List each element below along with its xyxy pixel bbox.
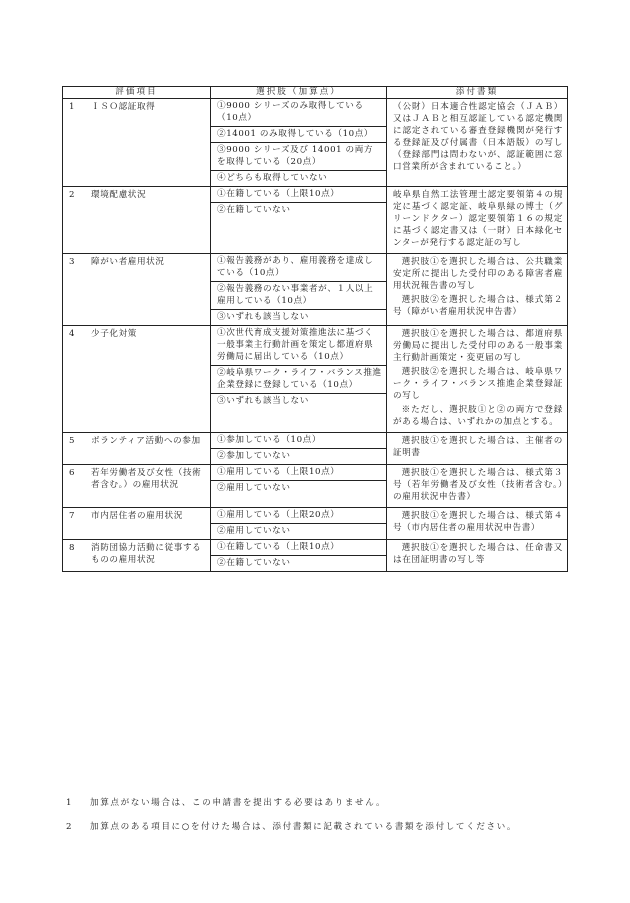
item-number: 4 [69,329,76,339]
item-name: ＩＳＯ認証取得 [91,102,156,112]
table-row [63,433,568,465]
item-number: 8 [69,543,76,553]
item-name: 若年労働者及び女性（技術者含む。）の雇用状況 [91,468,202,490]
evaluation-table [62,86,568,572]
attachment-cell [387,508,568,540]
attachment-text: 選択肢①を選択した場合は、様式第４号（市内居住者の雇用状況申告書） [393,511,563,533]
option-item: ②在籍していない [217,558,291,568]
attachment-text: 選択肢①を選択した場合は、様式第３号（若年労働者及び女性（技術者含む。）の雇用状況申告書） [393,468,563,502]
note-text: 加算点のある項目に○を付けた場合は、添付書類に記載されている書類を添付してください。 [90,822,518,832]
option-item: ②14001 のみ取得している（10点） [211,127,386,143]
option-item: ②参加していない [217,451,291,461]
header-evaluation-item: 評価項目 [63,87,211,99]
table-row [63,465,568,508]
item-name: 消防団協力活動に従事するものの雇用状況 [91,543,202,565]
options-cell [211,99,387,187]
option-item: ①在籍している（上限10点） [211,540,386,556]
attachment-cell [387,465,568,508]
evaluation-item-cell [63,326,211,433]
attachment-cell [387,326,568,433]
options-cell [211,187,387,254]
evaluation-item-cell [63,508,211,540]
table-header-row [63,87,568,99]
item-number: 3 [69,257,76,267]
attachment-cell [387,254,568,326]
option-item: ①次世代育成支援対策推進法に基づく一般事業主行動計画を策定し都道府県労働局に届出している（10点） [211,326,386,366]
option-item: ③いずれも該当しない [217,396,309,406]
options-cell [211,465,387,508]
evaluation-item-cell [63,187,211,254]
option-item: ①9000 シリーズのみ取得している（10点） [211,99,386,127]
options-cell [211,326,387,433]
table-row [63,540,568,572]
item-number: 7 [69,511,76,521]
options-cell [211,433,387,465]
item-name: ボランティア活動への参加 [91,436,201,446]
item-number: 2 [69,190,76,200]
evaluation-item-cell [63,433,211,465]
evaluation-item-cell [63,465,211,508]
table-row [63,99,568,187]
attachment-cell [387,99,568,187]
evaluation-item-cell [63,540,211,572]
evaluation-item-cell [63,99,211,187]
table-row [63,254,568,326]
options-cell [211,540,387,572]
attachment-text: 選択肢①を選択した場合は、任命書又は在団証明書の写し等 [393,543,563,565]
attachment-cell [387,433,568,465]
attachment-text: 岐阜県自然工法管理士認定要領第４の規定に基づく認定証、岐阜県緑の博士（グリーンドクター）認定要領第１６の規定に基づく認定書又は（一財）日本緑化センターが発行する認定証の写し [393,190,563,248]
attachment-text: 選択肢②を選択した場合は、様式第２号（障がい者雇用状況申告書） [393,295,563,317]
attachment-cell [387,187,568,254]
option-item: ②在籍していない [217,205,291,215]
table-row [63,508,568,540]
option-item: ②岐阜県ワーク・ライフ・バランス推進企業登録に登録している（10点） [211,366,386,394]
option-item: ③9000 シリーズ及び 14001 の両方を取得している（20点） [211,143,386,171]
note-text: 加算点がない場合は、この申請書を提出する必要はありません。 [90,798,387,808]
item-name: 障がい者雇用状況 [91,257,165,267]
note-item [66,797,586,810]
options-cell [211,508,387,540]
table-row [63,187,568,254]
option-item: ②雇用していない [217,483,291,493]
evaluation-item-cell [63,254,211,326]
attachment-text: 選択肢①を選択した場合は、公共職業安定所に提出した受付印のある障害者雇用状況報告書の写し [393,257,563,291]
option-item: ①雇用している（上限20点） [211,508,386,524]
attachment-cell [387,540,568,572]
item-name: 環境配慮状況 [91,190,147,200]
option-item: ②雇用していない [217,526,291,536]
item-number: 1 [69,102,76,112]
attachment-text: 選択肢②を選択した場合は、岐阜県ワーク・ライフ・バランス推進企業登録証の写し [393,367,563,401]
table-row [63,326,568,433]
option-item: ①参加している（10点） [211,433,386,449]
option-item: ②報告義務のない事業者が、１人以上雇用している（10点） [211,282,386,310]
note-number: 2 [66,822,74,832]
item-number: 5 [69,436,76,446]
option-item: ①在籍している（上限10点） [211,187,386,203]
attachment-text: 選択肢①を選択した場合は、主催者の証明書 [393,436,563,458]
option-item: ①雇用している（上限10点） [211,465,386,481]
note-item [66,821,586,834]
header-options: 選択肢（加算点） [211,87,387,99]
header-attachments: 添付書類 [387,87,568,99]
attachment-text: ※ただし、選択肢①と②の両方で登録がある場合は、いずれかの加点とする。 [393,405,563,427]
attachment-text: （公財）日本適合性認定協会（ＪＡＢ）又はＪＡＢと相互認証している認定機関に認定されている審査登録機関が発行する登録証及び付属書（日本語版）の写し（登録部門は問わないが、認証範囲に窓口営業所が含まれていること。） [393,102,563,172]
option-item: ④どちらも取得していない [217,173,328,183]
notes [66,797,586,845]
option-item: ③いずれも該当しない [217,312,309,322]
item-name: 市内居住者の雇用状況 [91,511,183,521]
note-number: 1 [66,798,74,808]
item-number: 6 [69,468,76,478]
options-cell [211,254,387,326]
attachment-text: 選択肢①を選択した場合は、都道府県労働局に提出した受付印のある一般事業主行動計画策定・変更届の写し [393,329,563,363]
option-item: ①報告義務があり、雇用義務を達成している（10点） [211,254,386,282]
item-name: 少子化対策 [91,329,137,339]
